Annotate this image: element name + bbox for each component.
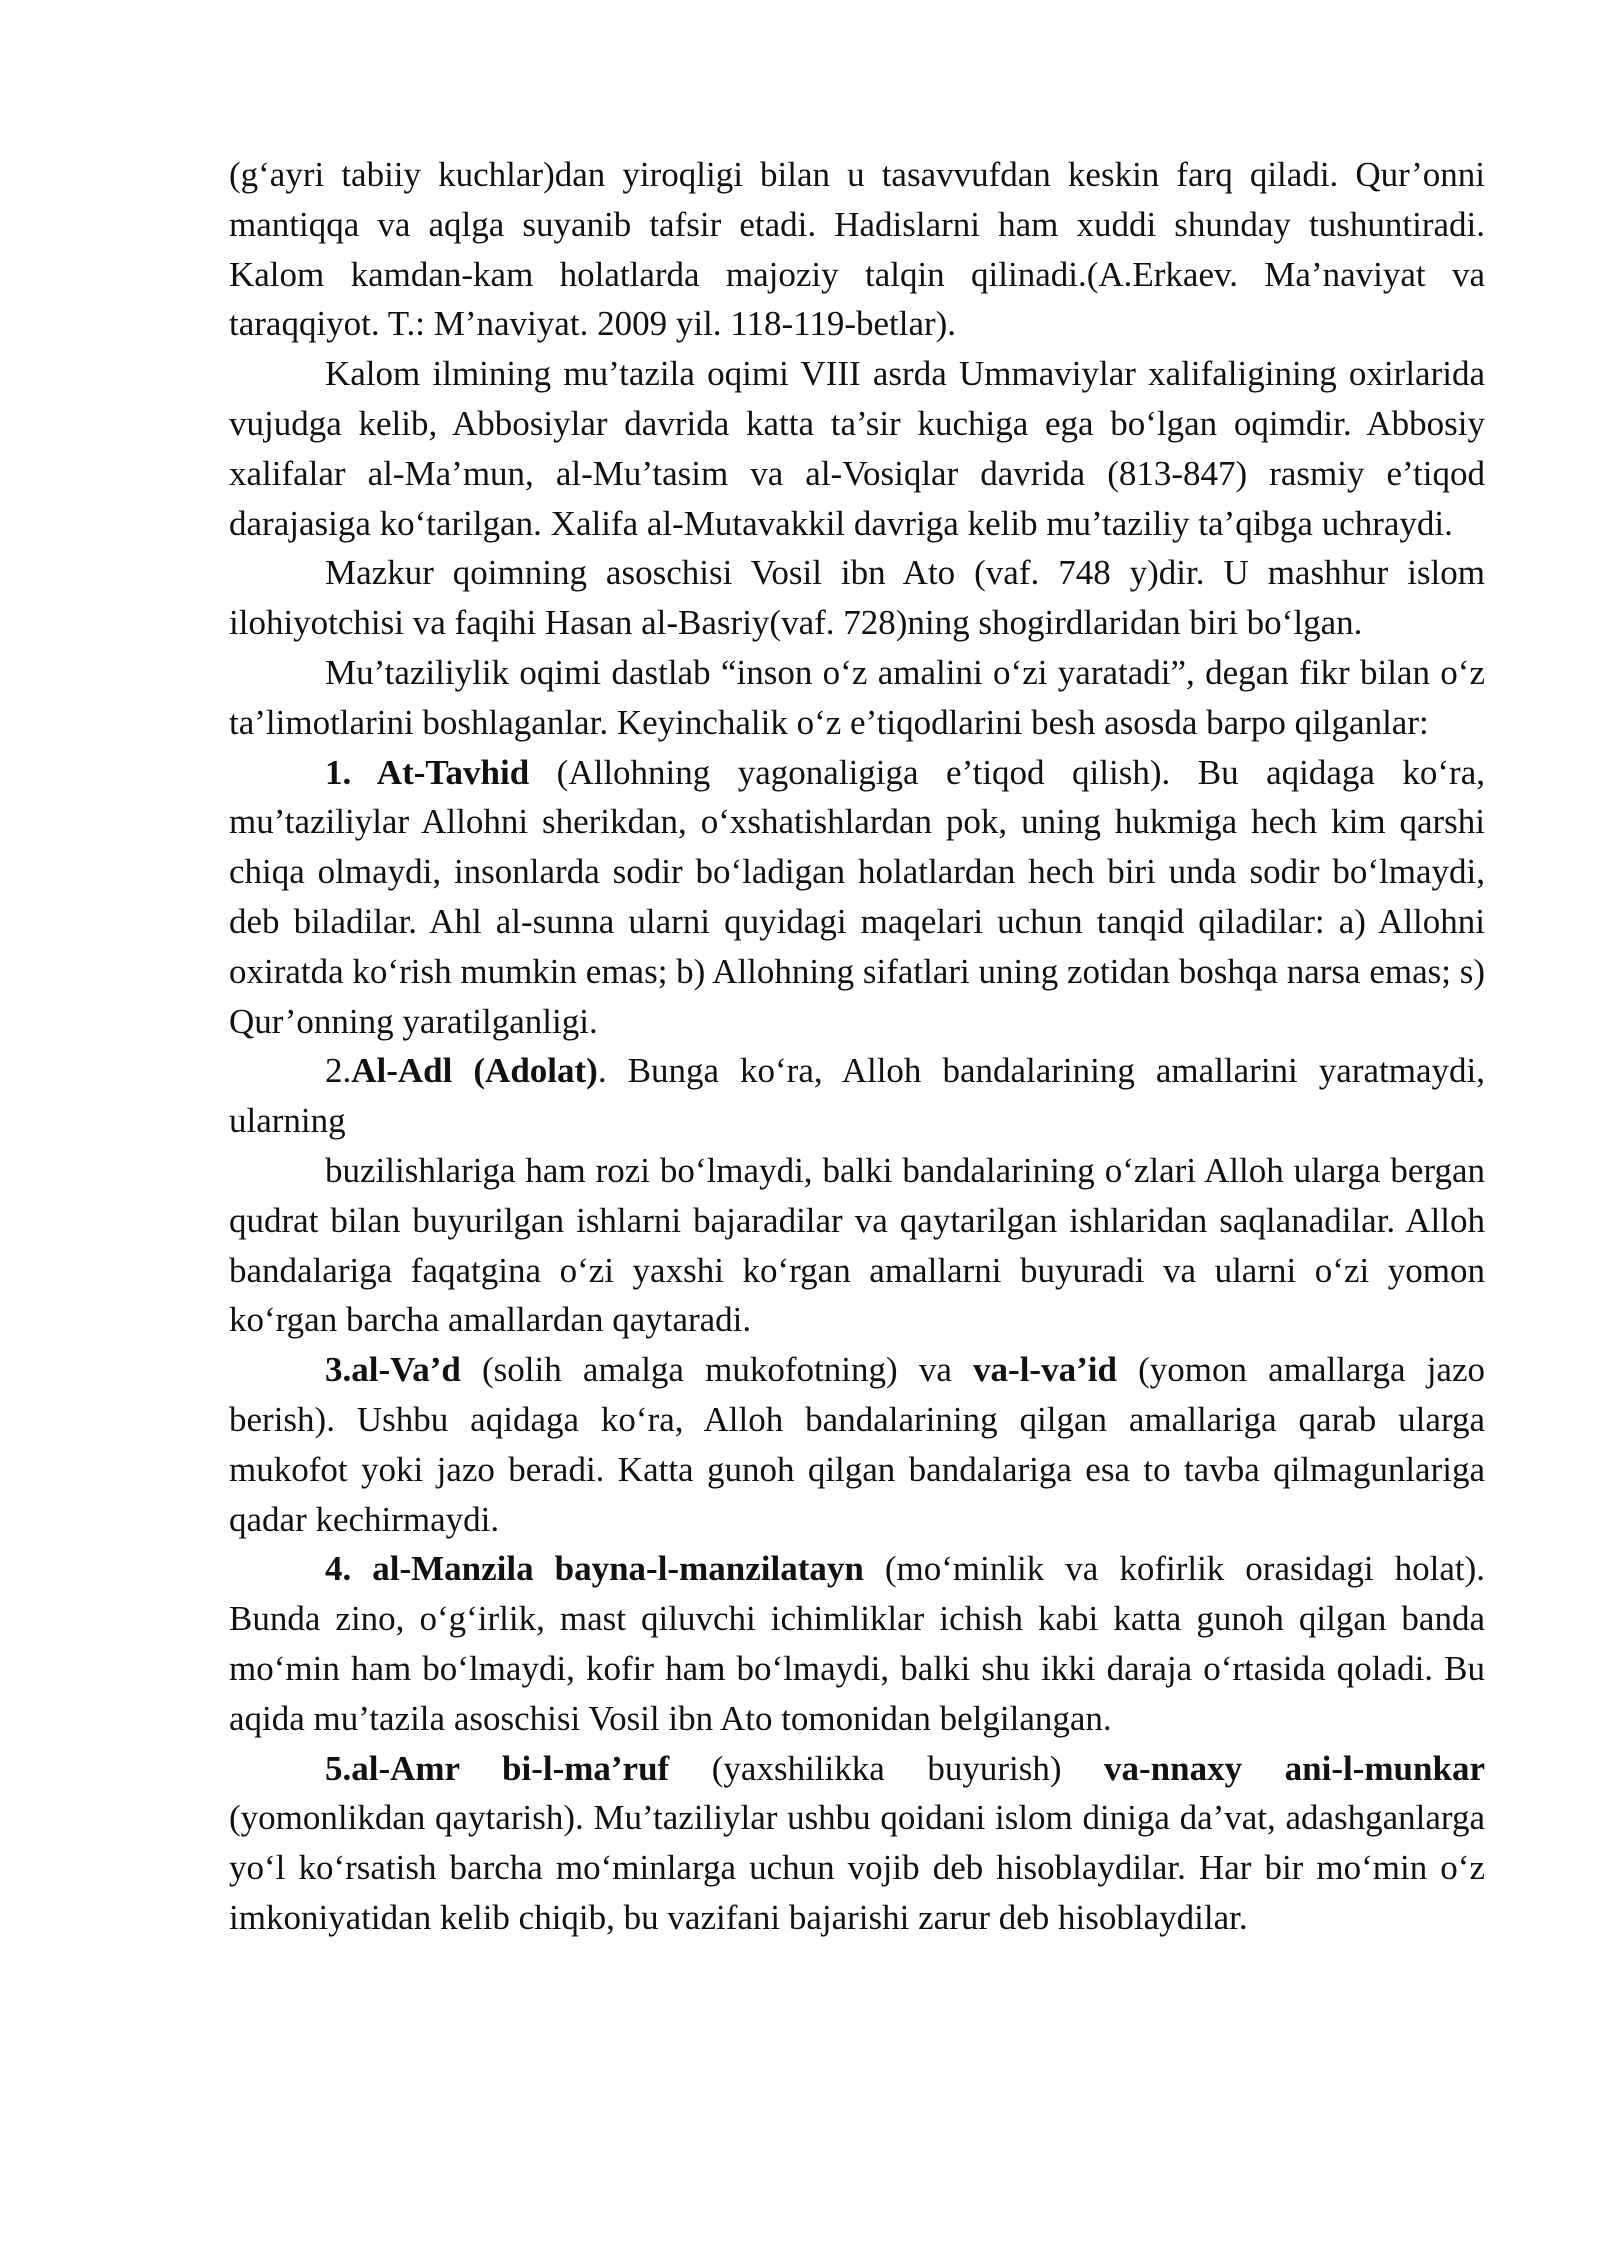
principle-3-vad xyxy=(229,1345,1485,1544)
paragraph-text: Mazkur qoimning asoschisi Vosil ibn Ato (vaf. 748 y)dir. U mashhur islom ilohiyotchisi va faqihi Hasan al-Basriy(vaf. 728)ning shogirdlaridan biri bo‘lgan. xyxy=(229,553,1485,643)
paragraph-text: (mo‘minlik va kofirlik orasidagi holat). Bunda zino, o‘g‘irlik, mast qiluvchi ichimliklar ichish kabi katta gunoh qilgan banda mo‘min ham bo‘lmaydi, kofir ham bo‘lmaydi, balki shu ikki daraja o‘rtasida qoladi. Bu aqida mu’tazila asoschisi Vosil ibn Ato tomonidan belgilangan. xyxy=(229,1549,1485,1738)
paragraph-text-continued: (yomon amallarga jazo berish). Ushbu aqidaga ko‘ra, Alloh bandalarining qilgan amallariga qarab ularga mukofot yoki jazo beradi. Katta gunoh qilgan bandalariga esa to tavba qilmagunlariga qadar kechirmaydi. xyxy=(229,1350,1485,1539)
principle-heading: 1. At-Tavhid xyxy=(325,752,530,792)
principle-heading: 4. al-Manzila bayna-l-manzilatayn xyxy=(325,1549,864,1589)
principle-5-amr xyxy=(229,1744,1485,1943)
paragraph-text: Mu’taziliylik oqimi dastlab “inson o‘z amalini o‘zi yaratadi”, degan fikr bilan o‘z ta’limotlarini boshlaganlar. Keyinchalik o‘z e’tiqodlarini besh asosda barpo qilganlar: xyxy=(229,652,1485,742)
paragraph-text: (g‘ayri tabiiy kuchlar)dan yiroqligi bilan u tasavvufdan keskin farq qiladi. Qur’onni mantiqqa va aqlga suyanib tafsir etadi. Hadislarni ham xuddi shunday tushuntiradi. Kalom kamdan-kam holatlarda majoziy talqin qilinadi.(A.Erkaev. Ma’naviyat va taraqqiyot. T.: M’naviyat. 2009 yil. 118-119-betlar). xyxy=(229,155,1485,344)
principle-2-adl xyxy=(229,1046,1485,1146)
paragraph-4 xyxy=(229,648,1485,748)
paragraph-1 xyxy=(229,150,1485,349)
principle-heading: Al-Adl (Adolat) xyxy=(351,1051,598,1091)
paragraph-text: . Bunga ko‘ra, Alloh bandalarining amallarini yaratmaydi, ularning xyxy=(229,1051,1485,1141)
principle-heading-secondary: va-nnaxy ani-l-munkar xyxy=(1104,1748,1485,1788)
paragraph-text: buzilishlariga ham rozi bo‘lmaydi, balki bandalarining o‘zlari Alloh ularga bergan qudrat bilan buyurilgan ishlarni bajaradilar va qaytarilgan ishlaridan saqlanadilar. Alloh bandalariga faqatgina o‘zi yaxshi ko‘rgan amallarni buyuradi va ularni o‘zi yomon ko‘rgan barcha amallardan qaytaradi. xyxy=(229,1150,1485,1340)
principle-number: 2. xyxy=(325,1051,352,1091)
document-body xyxy=(229,150,1485,1943)
principle-1-tavhid xyxy=(229,748,1485,1047)
paragraph-text-continued: (yomonlikdan qaytarish). Mu’taziliylar ushbu qoidani islom diniga da’vat, adashganlarga yo‘l ko‘rsatish barcha mo‘minlarga uchun vojib deb hisoblaydilar. Har bir mo‘min o‘z imkoniyatidan kelib chiqib, bu vazifani bajarishi zarur deb hisoblaydilar. xyxy=(229,1798,1485,1937)
paragraph-text: (yaxshilikka buyurish) xyxy=(669,1748,1105,1788)
paragraph-text: (solih amalga mukofotning) va xyxy=(460,1350,974,1390)
paragraph-2 xyxy=(229,349,1485,548)
paragraph-text: (Allohning yagonaligiga e’tiqod qilish). Bu aqidaga ko‘ra, mu’taziliylar Allohni sherikdan, o‘xshatishlardan pok, uning hukmiga hech kim qarshi chiqa olmaydi, insonlarda sodir bo‘ladigan holatlardan hech biri unda sodir bo‘lmaydi, deb biladilar. Ahl al-sunna ularni quyidagi maqelari uchun tanqid qiladilar: a) Allohni oxiratda ko‘rish mumkin emas; b) Allohning sifatlari uning zotidan boshqa narsa emas; s) Qur’onning yaratilganligi. xyxy=(229,752,1485,1041)
paragraph-text: Kalom ilmining mu’tazila oqimi VIII asrda Ummaviylar xalifaligining oxirlarida vujudga kelib, Abbosiylar davrida katta ta’sir kuchiga ega bo‘lgan oqimdir. Abbosiy xalifalar al-Ma’mun, al-Mu’tasim va al-Vosiqlar davrida (813-847) rasmiy e’tiqod darajasiga ko‘tarilgan. Xalifa al-Mutavakkil davriga kelib mu’taziliy ta’qibga uchraydi. xyxy=(229,354,1485,543)
principle-heading-secondary: va-l-va’id xyxy=(973,1350,1117,1390)
principle-4-manzila xyxy=(229,1544,1485,1743)
principle-heading: 3.al-Va’d xyxy=(325,1350,461,1390)
principle-heading: 5.al-Amr bi-l-ma’ruf xyxy=(325,1748,670,1788)
paragraph-3 xyxy=(229,548,1485,648)
principle-2-continuation xyxy=(229,1146,1485,1345)
